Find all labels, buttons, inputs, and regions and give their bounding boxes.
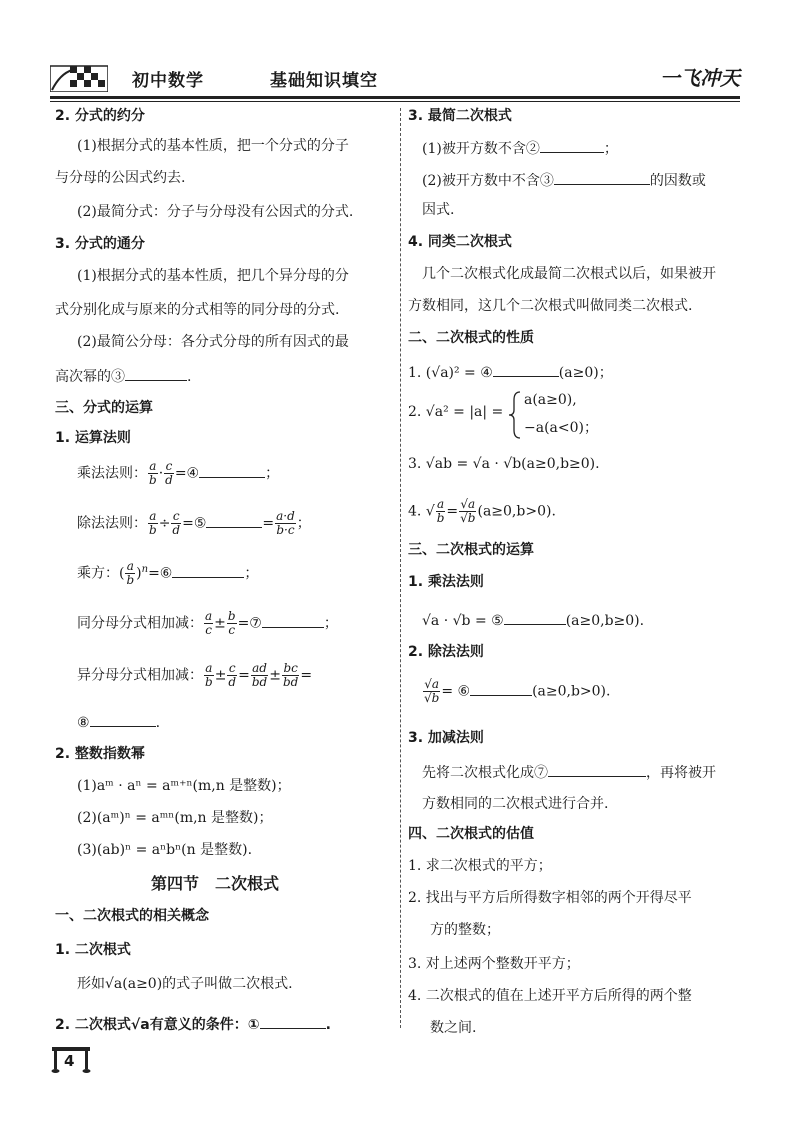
answer-blank-2[interactable] — [540, 136, 604, 153]
heading-quadratic-radical: 1. 二次根式 — [55, 942, 131, 958]
header-brand: 一飞冲天 — [660, 66, 740, 90]
fill-in-6: $\frac{√a}{√b}$ = ⑥ (a≥0,b>0). — [424, 677, 611, 705]
answer-blank-4[interactable] — [199, 461, 265, 478]
division-rule: 除法法则： $\frac{a}{b}$ ÷ $\frac{c}{d}$ =⑤ = $\frac{a\cdot d}{b\cdot c}$ ； — [77, 509, 311, 537]
heading-simplest-radical: 3. 最简二次根式 — [408, 108, 512, 124]
heading-rules: 1. 运算法则 — [55, 430, 131, 446]
property-2 — [408, 402, 503, 422]
fill-in-7 — [422, 760, 716, 783]
heading-properties: 二、二次根式的性质 — [408, 330, 534, 346]
text: (1)aᵐ · aⁿ = aᵐ⁺ⁿ(m,n 是整数)； — [77, 778, 291, 794]
power-rule: 乘方：( $\frac{a}{b}$ )$^n$=⑥ ； — [77, 559, 259, 588]
answer-blank-5[interactable] — [206, 511, 262, 528]
page-number: 4 — [64, 1052, 75, 1070]
text: 2. √a² = |a| = — [408, 404, 504, 420]
same-denominator-rule: 同分母分式相加减： $\frac{a}{c}$ ± $\frac{b}{c}$ =⑦ ； — [77, 609, 338, 637]
heading-common-denominator: 3. 分式的通分 — [55, 236, 145, 252]
heading-similar-radicals: 4. 同类二次根式 — [408, 234, 512, 250]
text: (3)(ab)ⁿ = aⁿbⁿ(n 是整数). — [77, 842, 253, 858]
heading-division: 2. 除法法则 — [408, 644, 484, 660]
text: 4. — [408, 503, 422, 520]
text: (2)被开方数中不含③ — [422, 173, 554, 189]
text: 方的整数； — [430, 922, 500, 938]
page-header — [50, 58, 740, 98]
answer-blank-3[interactable] — [125, 364, 187, 381]
answer-blank-6r[interactable] — [470, 679, 532, 696]
heading-estimation: 四、二次根式的估值 — [408, 826, 534, 842]
text: (a≥0,b>0). — [477, 503, 556, 520]
text: −a(a<0)； — [524, 420, 598, 436]
page-number-badge — [50, 1044, 94, 1074]
heading-radical-operations: 三、二次根式的运算 — [408, 542, 534, 558]
text: 除法法则： — [77, 515, 147, 532]
header-rule-thin — [50, 101, 740, 102]
header-subtitle: 基础知识填空 — [270, 71, 378, 91]
text: 1. (√a)² = ④ — [408, 365, 493, 381]
text: 数之间. — [430, 1020, 477, 1036]
text: 式分别化成与原来的分式相等的同分母的分式. — [55, 302, 340, 318]
heading-integer-exponents: 2. 整数指数幂 — [55, 746, 145, 762]
answer-blank-3b[interactable] — [554, 168, 650, 185]
text: (1)根据分式的基本性质，把几个异分母的分 — [77, 268, 349, 284]
heading-fraction-operations: 三、分式的运算 — [55, 400, 153, 416]
answer-blank-6[interactable] — [172, 561, 244, 578]
header-rule — [50, 96, 740, 99]
text: (a≥0,b>0). — [532, 683, 611, 700]
text: 3. √ab = √a · √b(a≥0,b≥0). — [408, 456, 600, 472]
text: 方数相同的二次根式进行合并. — [422, 796, 609, 812]
text: 乘法法则： — [77, 465, 147, 482]
fill-in-2: (1)被开方数不含② ； — [422, 136, 618, 159]
answer-blank-4r[interactable] — [493, 360, 559, 377]
fill-in-3: 高次幂的③ . — [55, 364, 191, 387]
text: 高次幂的③ — [55, 369, 125, 385]
text: ⑧ — [77, 715, 90, 731]
text: √a · √b = ⑤ — [422, 613, 504, 629]
heading-multiplication: 1. 乘法法则 — [408, 574, 484, 590]
answer-blank-7[interactable] — [262, 611, 324, 628]
text: (a≥0)； — [558, 365, 613, 381]
text: (2)(aᵐ)ⁿ = aᵐⁿ(m,n 是整数)； — [77, 810, 273, 826]
property-4: 4. √ $\frac{a}{b}$ = $\frac{√a}{√b}$ (a≥0,b>0). — [408, 497, 556, 525]
text: 3. 对上述两个整数开平方； — [408, 956, 580, 972]
answer-blank-1[interactable] — [260, 1012, 326, 1029]
text: 方数相同，这几个二次根式叫做同类二次根式. — [408, 298, 693, 314]
text: (a≥0,b≥0). — [565, 613, 645, 629]
text: 的因数或 — [649, 173, 706, 189]
multiplication-rule: 乘法法则： $\frac{a}{b}$ · $\frac{c}{d}$ =④ ； — [77, 459, 280, 487]
answer-blank-7r[interactable] — [548, 760, 646, 777]
different-denominator-rule: 异分母分式相加减： $\frac{a}{b}$ ± $\frac{c}{d}$ = $\frac{ad}{bd}$ ± $\frac{bc}{bd}$ = — [77, 661, 313, 689]
fill-in-5 — [422, 608, 644, 631]
heading-addition: 3. 加减法则 — [408, 730, 484, 746]
text: 与分母的公因式约去. — [55, 170, 186, 186]
fill-in-3-right — [422, 168, 706, 191]
text: 异分母分式相加减： — [77, 667, 203, 684]
text: 1. 求二次根式的平方； — [408, 858, 552, 874]
text: 形如√a(a≥0)的式子叫做二次根式. — [77, 976, 293, 992]
text: a(a≥0), — [524, 392, 577, 408]
section-title: 第四节 二次根式 — [151, 874, 280, 893]
text: =⑤ — [182, 515, 207, 532]
text: 先将二次根式化成⑦ — [422, 765, 548, 781]
text: =⑥ — [148, 565, 173, 582]
text: 2. 找出与平方后所得数字相邻的两个开得尽平 — [408, 890, 692, 906]
answer-blank-5r[interactable] — [504, 608, 566, 625]
text: (1)根据分式的基本性质，把一个分式的分子 — [77, 138, 349, 154]
property-1 — [408, 360, 613, 383]
text: (2)最简分式：分子与分母没有公因式的分式. — [77, 204, 354, 220]
text: 几个二次根式化成最简二次根式以后，如果被开 — [422, 266, 716, 282]
text: (1)被开方数不含② — [422, 141, 540, 157]
fill-in-1: 2. 二次根式√a有意义的条件：① . — [55, 1012, 331, 1035]
text: =⑦ — [237, 615, 262, 632]
header-title: 初中数学 — [132, 71, 204, 91]
heading-concepts: 一、二次根式的相关概念 — [55, 908, 209, 924]
text: =④ — [174, 465, 200, 482]
text: 乘方： — [77, 565, 119, 582]
column-divider — [400, 108, 401, 1028]
text: 因式. — [422, 202, 455, 218]
checkered-logo-icon — [50, 60, 108, 92]
text: 同分母分式相加减： — [77, 615, 203, 632]
heading-fraction-reduction: 2. 分式的约分 — [55, 108, 145, 124]
text: ，再将被开 — [646, 765, 716, 781]
text: = ⑥ — [441, 683, 471, 700]
text: (2)最简公分母：各分式分母的所有因式的最 — [77, 334, 349, 350]
text: 2. 二次根式√a有意义的条件：① — [55, 1017, 260, 1033]
text: 4. 二次根式的值在上述开平方后所得的两个整 — [408, 988, 692, 1004]
fill-in-8: ⑧ . — [77, 710, 160, 733]
brace-icon — [508, 390, 522, 440]
answer-blank-8[interactable] — [90, 710, 156, 727]
